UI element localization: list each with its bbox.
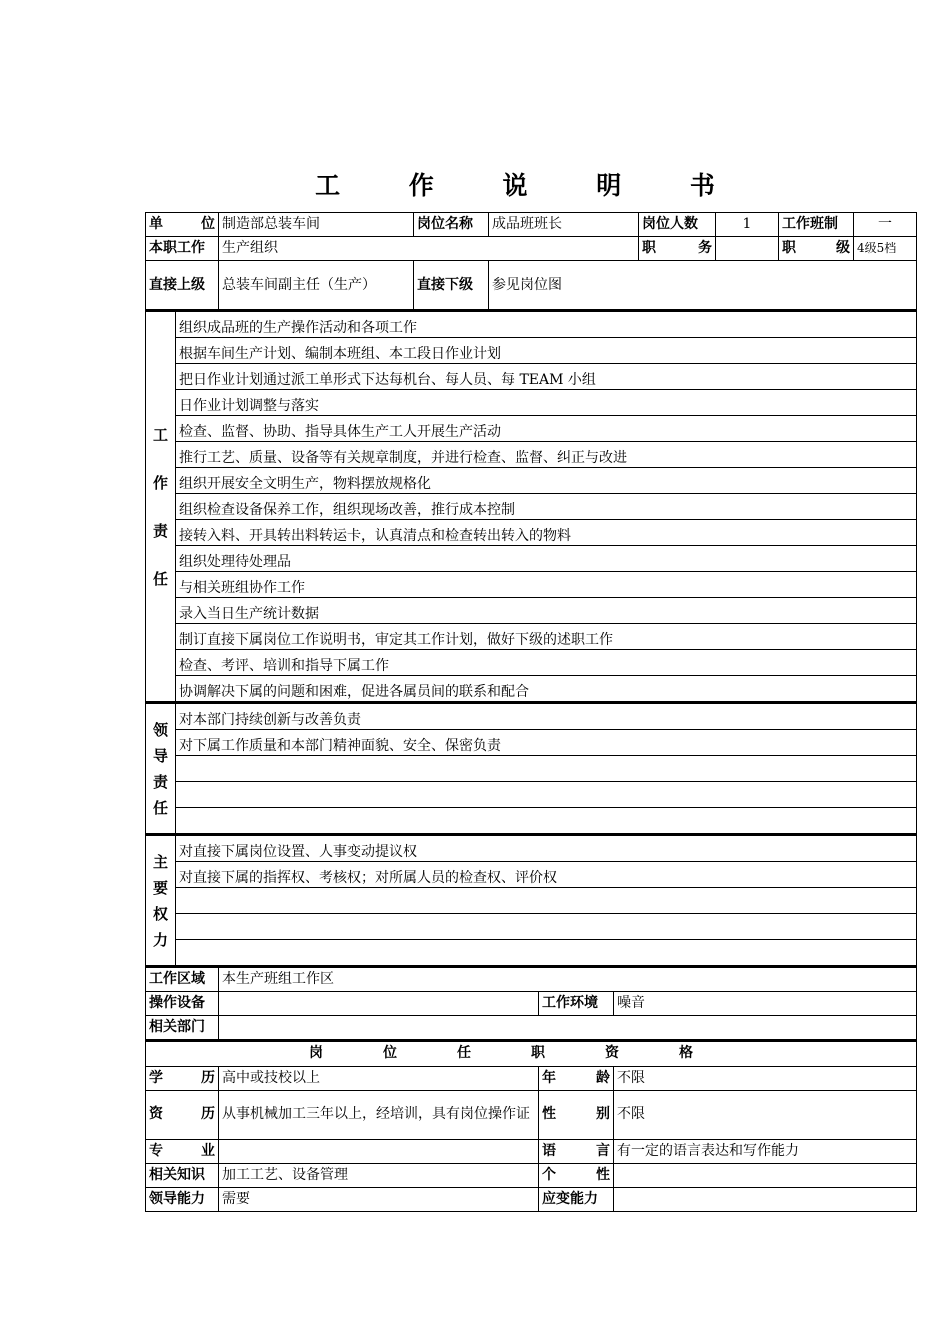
responsibilities-section-char: 责	[152, 521, 168, 540]
personality-value	[614, 1163, 917, 1187]
grade-value: 4级5档	[854, 237, 917, 261]
major-value	[219, 1139, 539, 1163]
responsibilities-item: 把日作业计划通过派工单形式下达每机台、每人员、每 TEAM 小组	[176, 364, 917, 390]
authority-item	[176, 940, 917, 966]
qualifications-heading: 岗位任职资格	[146, 1041, 917, 1067]
responsibilities-row	[146, 572, 917, 598]
responsibilities-row	[146, 494, 917, 520]
responsibilities-item: 组织成品班的生产操作活动和各项工作	[176, 311, 917, 338]
shift-label: 工作班制	[779, 213, 854, 237]
major-label: 专 业	[146, 1139, 219, 1163]
responsibilities-row	[146, 390, 917, 416]
leadership-item: 对本部门持续创新与改善负责	[176, 703, 917, 730]
equipment-value	[219, 991, 539, 1015]
knowledge-value: 加工工艺、设备管理	[219, 1163, 539, 1187]
unit-value: 制造部总装车间	[219, 213, 414, 237]
headcount-label: 岗位人数	[639, 213, 716, 237]
experience-value: 从事机械加工三年以上，经培训，具有岗位操作证	[219, 1090, 539, 1139]
responsibilities-row	[146, 364, 917, 390]
responsibilities-row	[146, 416, 917, 442]
responsibilities-section-char: 工	[152, 425, 168, 444]
environment-table	[145, 966, 917, 1040]
adapt-label: 应变能力	[539, 1187, 614, 1211]
authority-row	[146, 940, 917, 966]
responsibilities-item: 与相关班组协作工作	[176, 572, 917, 598]
leadership-section-label	[146, 703, 176, 834]
knowledge-label: 相关知识	[146, 1163, 219, 1187]
authority-section-label	[146, 835, 176, 966]
language-label: 语 言	[539, 1139, 614, 1163]
age-value: 不限	[614, 1066, 917, 1090]
leadership-row	[146, 756, 917, 782]
language-value: 有一定的语言表达和写作能力	[614, 1139, 917, 1163]
leadership-section-char: 导	[152, 746, 168, 765]
job-description-form	[145, 212, 916, 1212]
authority-item	[176, 914, 917, 940]
page-title: 工 作 说 明 书	[315, 171, 745, 200]
responsibilities-item: 组织开展安全文明生产，物料摆放规格化	[176, 468, 917, 494]
gender-value: 不限	[614, 1090, 917, 1139]
authority-section-char: 权	[152, 904, 168, 923]
duty-value	[716, 237, 779, 261]
leadership-ability-value: 需要	[219, 1187, 539, 1211]
responsibilities-row	[146, 520, 917, 546]
responsibilities-table	[145, 310, 917, 702]
leadership-row	[146, 782, 917, 808]
leadership-row	[146, 808, 917, 834]
responsibilities-item: 制订直接下属岗位工作说明书，审定其工作计划，做好下级的述职工作	[176, 624, 917, 650]
responsibilities-item: 根据车间生产计划、编制本班组、本工段日作业计划	[176, 338, 917, 364]
superior-value: 总装车间副主任（生产）	[219, 261, 414, 310]
responsibilities-row	[146, 468, 917, 494]
header-table	[145, 212, 917, 310]
responsibilities-section-char: 任	[152, 569, 168, 588]
authority-row	[146, 862, 917, 888]
leadership-section-char: 领	[152, 720, 168, 739]
responsibilities-item: 检查、考评、培训和指导下属工作	[176, 650, 917, 676]
responsibilities-item: 日作业计划调整与落实	[176, 390, 917, 416]
responsibilities-item: 组织检查设备保养工作，组织现场改善，推行成本控制	[176, 494, 917, 520]
leadership-item: 对下属工作质量和本部门精神面貌、安全、保密负责	[176, 730, 917, 756]
job-value: 生产组织	[219, 237, 639, 261]
authority-item: 对直接下属岗位设置、人事变动提议权	[176, 835, 917, 862]
leadership-item	[176, 756, 917, 782]
responsibilities-section-label	[146, 311, 176, 702]
leadership-item	[176, 782, 917, 808]
authority-item	[176, 888, 917, 914]
responsibilities-item: 接转入料、开具转出料转运卡，认真清点和检查转出转入的物料	[176, 520, 917, 546]
leadership-row	[146, 730, 917, 756]
leadership-section-char: 责	[152, 772, 168, 791]
dept-value	[219, 1015, 917, 1039]
age-label: 年 龄	[539, 1066, 614, 1090]
dept-label: 相关部门	[146, 1015, 219, 1039]
headcount-value: 1	[716, 213, 779, 237]
responsibilities-row	[146, 650, 917, 676]
responsibilities-row	[146, 442, 917, 468]
superior-label: 直接上级	[146, 261, 219, 310]
subordinate-value: 参见岗位图	[489, 261, 917, 310]
grade-label: 职 级	[779, 237, 854, 261]
equipment-label: 操作设备	[146, 991, 219, 1015]
position-label: 岗位名称	[414, 213, 489, 237]
responsibilities-item: 组织处理待处理品	[176, 546, 917, 572]
gender-label: 性 别	[539, 1090, 614, 1139]
authority-item: 对直接下属的指挥权、考核权；对所属人员的检查权、评价权	[176, 862, 917, 888]
authority-section-char: 要	[152, 878, 168, 897]
subordinate-label: 直接下级	[414, 261, 489, 310]
leadership-table	[145, 702, 917, 834]
authority-section-char: 主	[152, 852, 168, 871]
area-label: 工作区域	[146, 967, 219, 991]
env-label: 工作环境	[539, 991, 614, 1015]
area-value: 本生产班组工作区	[219, 967, 917, 991]
leadership-ability-label: 领导能力	[146, 1187, 219, 1211]
responsibilities-item: 检查、监督、协助、指导具体生产工人开展生产活动	[176, 416, 917, 442]
duty-label: 职 务	[639, 237, 716, 261]
authority-section-char: 力	[152, 930, 168, 949]
responsibilities-row	[146, 624, 917, 650]
leadership-item	[176, 808, 917, 834]
authority-row	[146, 835, 917, 862]
leadership-section-char: 任	[152, 798, 168, 817]
authority-table	[145, 834, 917, 966]
experience-label: 资 历	[146, 1090, 219, 1139]
responsibilities-row	[146, 338, 917, 364]
responsibilities-item: 协调解决下属的问题和困难，促进各属员间的联系和配合	[176, 676, 917, 702]
qualifications-table	[145, 1040, 917, 1212]
responsibilities-item: 推行工艺、质量、设备等有关规章制度，并进行检查、监督、纠正与改进	[176, 442, 917, 468]
responsibilities-row	[146, 546, 917, 572]
shift-value: 一	[854, 213, 917, 237]
education-label: 学 历	[146, 1066, 219, 1090]
education-value: 高中或技校以上	[219, 1066, 539, 1090]
responsibilities-row	[146, 676, 917, 702]
leadership-row	[146, 703, 917, 730]
responsibilities-item: 录入当日生产统计数据	[176, 598, 917, 624]
authority-row	[146, 914, 917, 940]
personality-label: 个 性	[539, 1163, 614, 1187]
position-value: 成品班班长	[489, 213, 639, 237]
authority-row	[146, 888, 917, 914]
responsibilities-section-char: 作	[152, 473, 168, 492]
job-label: 本职工作	[146, 237, 219, 261]
unit-label: 单 位	[146, 213, 219, 237]
responsibilities-row	[146, 311, 917, 338]
env-value: 噪音	[614, 991, 917, 1015]
responsibilities-row	[146, 598, 917, 624]
adapt-value	[614, 1187, 917, 1211]
